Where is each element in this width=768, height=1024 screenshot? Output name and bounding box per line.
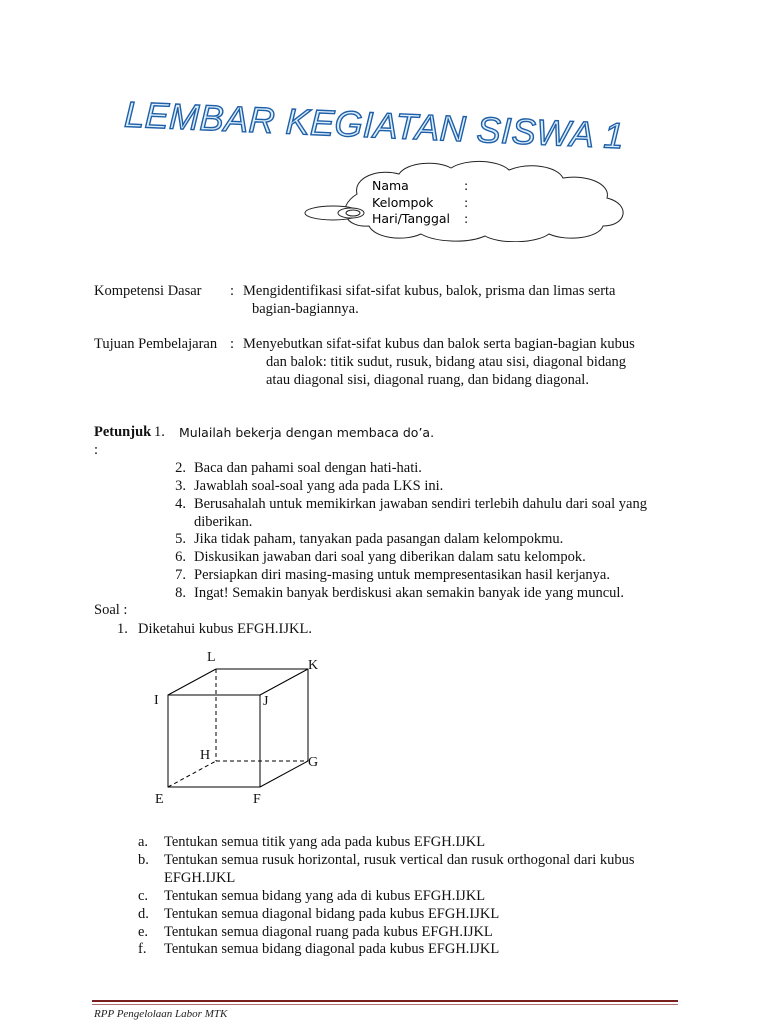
identity-label: Nama — [372, 178, 409, 193]
identity-sep: : — [464, 211, 469, 226]
list-num: 1. — [154, 424, 165, 440]
worksheet-title — [118, 88, 658, 168]
identity-sep: : — [464, 178, 469, 193]
list-num: 6. — [175, 549, 186, 566]
list-text: Mulailah bekerja dengan membaca do’a. — [179, 425, 435, 440]
edge-JK — [260, 669, 308, 695]
list-text-line2: diberikan. — [193, 513, 253, 530]
footer-divider — [92, 1000, 678, 1002]
list-text — [164, 852, 676, 888]
footer-text: RPP Pengelolaan Labor MTK — [94, 1008, 228, 1020]
list-letter: b. — [138, 851, 149, 868]
tujuan-sep: : — [230, 336, 235, 352]
list-num: 8. — [175, 585, 186, 602]
list-text: Baca dan pahami soal dengan hati-hati. — [194, 459, 422, 476]
list-letter: a. — [138, 834, 149, 850]
soal-subquestions — [138, 834, 678, 959]
edge-FG — [260, 761, 308, 787]
list-item — [138, 888, 678, 906]
list-item — [94, 424, 684, 460]
petunjuk-sep: : — [94, 441, 99, 458]
list-text: Diskusikan jawaban dari soal yang diberikan dalam satu kelompok. — [194, 549, 586, 566]
list-text: Ingat! Semakin banyak berdiskusi akan semakin banyak ide yang muncul. — [194, 585, 625, 602]
cube-diagram — [140, 645, 340, 815]
list-text: Tentukan semua titik yang ada pada kubus EFGH.IJKL — [164, 834, 486, 850]
list-item — [138, 941, 678, 959]
soal-q1-num: 1. — [117, 621, 128, 637]
list-num: 4. — [175, 495, 186, 512]
kompetensi-text-line2: bagian-bagiannya. — [252, 301, 359, 317]
list-item — [94, 567, 684, 585]
vertex-label-J: J — [263, 694, 269, 709]
kompetensi-text-line1: Mengidentifikasi sifat-sifat kubus, balok, prisma dan limas serta — [243, 283, 616, 299]
list-item — [94, 531, 684, 549]
kompetensi-sep: : — [230, 283, 235, 299]
vertex-label-G: G — [308, 755, 319, 770]
identity-row-kelompok — [372, 195, 468, 212]
identity-label: Kelompok — [372, 194, 434, 210]
list-text: Jawablah soal-soal yang ada pada LKS ini. — [194, 477, 444, 494]
list-text-line1: Tentukan semua rusuk horizontal, rusuk vertical dan rusuk orthogonal dari kubus — [164, 851, 635, 868]
list-num: 3. — [175, 477, 186, 494]
tujuan-text-line1: Menyebutkan sifat-sifat kubus dan balok serta bagian-bagian kubus — [243, 336, 635, 352]
list-letter: f. — [138, 941, 147, 958]
list-num: 2. — [175, 459, 186, 476]
tujuan-label: Tujuan Pembelajaran — [94, 336, 218, 352]
list-item — [94, 585, 684, 603]
list-item — [94, 549, 684, 567]
list-num: 5. — [175, 531, 186, 548]
identity-fields — [372, 178, 468, 228]
list-text: Tentukan semua diagonal bidang pada kubus EFGH.IJKL — [164, 905, 500, 922]
list-text: Jika tidak paham, tanyakan pada pasangan dalam kelompokmu. — [194, 531, 564, 548]
identity-row-nama — [372, 178, 468, 195]
tujuan-text-line2: dan balok: titik sudut, rusuk, bidang atau sisi, diagonal bidang — [266, 354, 627, 370]
list-item — [138, 852, 678, 888]
list-item — [138, 834, 678, 852]
list-letter: e. — [138, 923, 149, 940]
vertex-label-L: L — [207, 650, 216, 665]
worksheet-title-text: LEMBAR KEGIATAN SISWA 1 — [123, 93, 626, 157]
vertex-label-H: H — [200, 748, 211, 763]
list-text: Persiapkan diri masing-masing untuk mempresentasikan hasil kerjanya. — [194, 567, 610, 584]
list-letter: c. — [138, 887, 149, 904]
soal-label: Soal : — [94, 602, 128, 618]
vertex-label-I: I — [154, 693, 159, 708]
cube-front-face — [168, 695, 260, 787]
soal-q1-text: Diketahui kubus EFGH.IJKL. — [138, 621, 312, 637]
list-text: Tentukan semua bidang yang ada di kubus EFGH.IJKL — [164, 887, 486, 904]
list-text — [194, 496, 684, 532]
kompetensi-label: Kompetensi Dasar — [94, 283, 202, 299]
list-text: Tentukan semua diagonal ruang pada kubus EFGH.IJKL — [164, 923, 493, 940]
tujuan-text-line3: atau diagonal sisi, diagonal ruang, dan bidang diagonal. — [266, 372, 589, 388]
vertex-label-F: F — [253, 792, 261, 807]
list-item — [94, 478, 684, 496]
edge-IL — [168, 669, 216, 695]
list-item — [94, 496, 684, 532]
vertex-label-K: K — [308, 658, 319, 673]
footer-divider-thin — [92, 1004, 678, 1005]
list-letter: d. — [138, 905, 149, 922]
list-item — [138, 906, 678, 924]
list-item — [94, 460, 684, 478]
petunjuk-label: Petunjuk — [94, 424, 152, 440]
identity-sep: : — [464, 194, 469, 210]
list-item — [138, 924, 678, 942]
vertex-label-E: E — [155, 792, 164, 807]
list-text: Tentukan semua bidang diagonal pada kubus EFGH.IJKL — [164, 941, 500, 958]
list-text-line2: EFGH.IJKL — [164, 869, 236, 886]
hidden-edge-EH — [168, 761, 216, 787]
identity-row-hari-tanggal — [372, 211, 468, 228]
list-num: 7. — [175, 567, 186, 584]
identity-label: Hari/Tanggal — [372, 211, 451, 226]
petunjuk-section — [94, 424, 684, 603]
list-text-line1: Berusahalah untuk memikirkan jawaban sendiri terlebih dahulu dari soal yang — [193, 495, 647, 512]
